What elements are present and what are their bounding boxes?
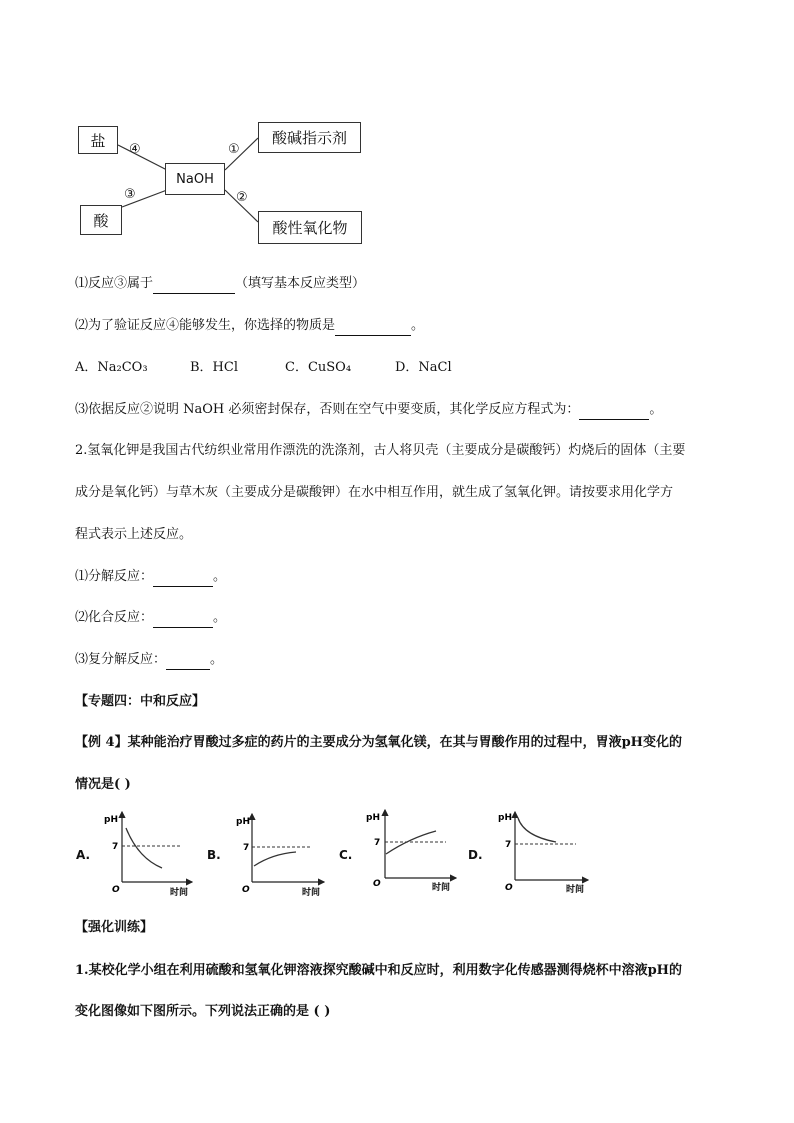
graph-b-7-label: 7 (243, 843, 250, 853)
graph-a (104, 812, 192, 898)
q2-part1 (75, 567, 226, 587)
answer-blank[interactable] (153, 279, 235, 294)
graph-a-origin: O (112, 885, 120, 895)
salt-box (78, 126, 118, 154)
graph-a-7-label: 7 (112, 842, 119, 852)
graph-b-label[interactable]: B. (207, 848, 221, 862)
answer-blank[interactable] (579, 405, 649, 420)
graph-b-ph-label: pH (236, 817, 250, 827)
q1-part1 (75, 274, 365, 294)
ph-graphs (0, 800, 794, 900)
q1-part1-hint: （填写基本反应类型） (235, 276, 366, 291)
indicator-box (258, 122, 361, 153)
graph-d-ph-label: pH (498, 813, 512, 823)
q2-line1: 2.氢氧化钾是我国古代纺织业常用作漂洗的洗涤剂，古人将贝壳（主要成分是碳酸钙）灼烧后的固体（主要 (75, 443, 686, 458)
reaction-number-2: ② (236, 190, 248, 205)
q2-part3-end: 。 (210, 652, 224, 667)
reaction-number-4: ④ (129, 142, 141, 157)
graph-c (366, 810, 456, 893)
q2-part1-end: 。 (213, 569, 227, 584)
graph-c-ph-label: pH (366, 813, 380, 823)
option-b[interactable]: B．HCl (190, 360, 238, 375)
graph-d-7-label: 7 (505, 840, 512, 850)
acid-box (80, 205, 122, 235)
reaction-number-1: ① (228, 142, 240, 157)
graph-d-time: 时间 (566, 885, 585, 895)
q3-line1: 1.某校化学小组在利用硫酸和氢氧化钾溶液探究酸碱中和反应时，利用数字化传感器测得烧杯中溶液pH的 (75, 963, 682, 978)
answer-blank[interactable] (153, 572, 213, 587)
q2-part2 (75, 608, 226, 628)
graph-b (236, 814, 324, 898)
acid-label: 酸 (93, 211, 109, 230)
q2-line2: 成分是氧化钙）与草木灰（主要成分是碳酸钾）在水中相互作用，就生成了氢氧化钾。请按要求用化学方 (75, 485, 674, 500)
naoh-label: NaOH (176, 171, 214, 187)
q1-part2-end: 。 (411, 318, 425, 333)
graph-a-ph-label: pH (104, 815, 118, 825)
training-heading: 【强化训练】 (75, 920, 154, 935)
graph-d-origin: O (505, 883, 513, 893)
q1-part3 (75, 400, 662, 420)
q1-part2-text: ⑵为了验证反应④能够发生，你选择的物质是 (75, 318, 336, 333)
answer-blank[interactable] (335, 321, 411, 336)
naoh-box (165, 163, 225, 195)
q1-part3-end: 。 (649, 402, 663, 417)
q2-part2-text: ⑵化合反应： (75, 610, 154, 625)
graph-b-time: 时间 (302, 888, 321, 898)
q2-part1-text: ⑴分解反应： (75, 569, 154, 584)
q3-line2: 变化图像如下图所示。下列说法正确的是 ( ) (75, 1004, 331, 1019)
q1-part2 (75, 316, 424, 336)
answer-blank[interactable] (166, 655, 210, 670)
answer-blank[interactable] (153, 613, 213, 628)
option-a[interactable]: A．Na₂CO₃ (75, 360, 148, 375)
q1-part1-text: ⑴反应③属于 (75, 276, 154, 291)
graph-a-label[interactable]: A. (76, 848, 91, 862)
indicator-label: 酸碱指示剂 (271, 129, 347, 147)
option-d[interactable]: D．NaCl (395, 360, 452, 375)
graph-c-time: 时间 (432, 883, 451, 893)
example4-line1: 【例 4】某种能治疗胃酸过多症的药片的主要成分为氢氧化镁，在其与胃酸作用的过程中，胃液pH变化的 (75, 735, 682, 750)
acid-oxide-box (258, 211, 362, 244)
q2-line3: 程式表示上述反应。 (75, 527, 193, 542)
graph-c-origin: O (373, 879, 381, 889)
q1-part3-text: ⑶依据反应②说明 NaOH 必须密封保存，否则在空气中要变质，其化学反应方程式为： (75, 402, 580, 417)
example4-line2: 情况是( ) (75, 777, 131, 792)
graph-d (498, 812, 588, 895)
graph-d-label[interactable]: D. (468, 848, 483, 862)
graph-a-time: 时间 (170, 888, 189, 898)
q2-part3-text: ⑶复分解反应： (75, 652, 167, 667)
graph-b-origin: O (242, 885, 250, 895)
salt-label: 盐 (90, 131, 106, 150)
option-c[interactable]: C．CuSO₄ (285, 360, 352, 375)
q2-part2-end: 。 (213, 610, 227, 625)
reaction-number-3: ③ (124, 187, 136, 202)
topic-heading: 【专题四：中和反应】 (75, 694, 206, 709)
graph-c-label[interactable]: C. (339, 848, 353, 862)
graph-c-7-label: 7 (374, 838, 381, 848)
acid-oxide-label: 酸性氧化物 (272, 219, 348, 237)
q2-part3 (75, 650, 223, 670)
